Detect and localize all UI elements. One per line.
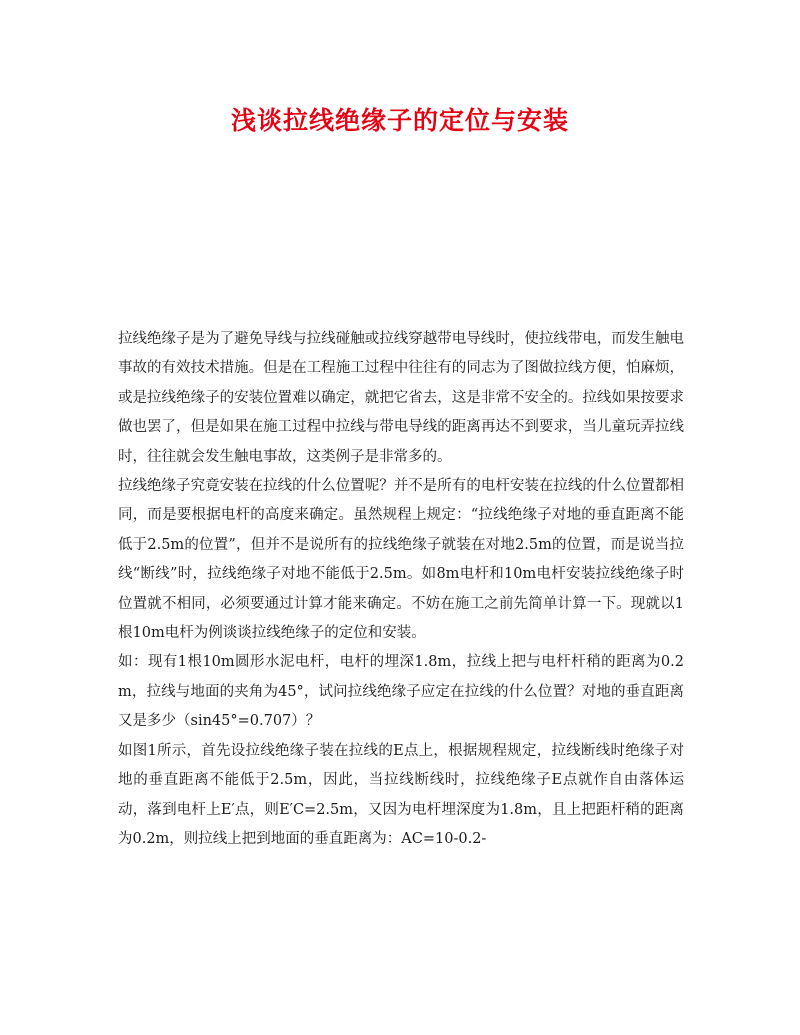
paragraph-example: 如：现有1根10m圆形水泥电杆，电杆的埋深1.8m，拉线上把与电杆杆稍的距离为0.2m，拉线与地面的夹角为45°，试问拉线绝缘子应定在拉线的什么位置？对地的垂直距离又是多少（sin45°=0.707）？	[118, 654, 684, 730]
paragraph-calculation: 如图1所示，首先设拉线绝缘子装在拉线的E点上，根据规程规定，拉线断线时绝缘子对地的垂直距离不能低于2.5m，因此，当拉线断线时，拉线绝缘子E点就作自由落体运动，落到电杆上E′点，则E′C=2.5m，又因为电杆埋深度为1.8m，且上把距杆稍的距离为0.2m，则拉线上把到地面的垂直距离为：AC=10-0.2-	[118, 742, 684, 847]
paragraph-intro: 拉线绝缘子是为了避免导线与拉线碰触或拉线穿越带电导线时，使拉线带电，而发生触电事故的有效技术措施。但是在工程施工过程中往往有的同志为了图做拉线方便，怕麻烦，或是拉线绝缘子的安装位置难以确定，就把它省去，这是非常不安全的。拉线如果按要求做也罢了，但是如果在施工过程中拉线与带电导线的距离再达不到要求，当儿童玩弄拉线时，往往就会发生触电事故，这类例子是非常多的。	[118, 331, 684, 465]
document-body	[118, 325, 684, 854]
paragraph-position: 拉线绝缘子究竟安装在拉线的什么位置呢？并不是所有的电杆安装在拉线的什么位置都相同，而是要根据电杆的高度来确定。虽然规程上规定：“拉线绝缘子对地的垂直距离不能低于2.5m的位置”，但并不是说所有的拉线绝缘子就装在对地2.5m的位置，而是说当拉线“断线”时，拉线绝缘子对地不能低于2.5m。如8m电杆和10m电杆安装拉线绝缘子时位置就不相同，必须要通过计算才能来确定。不妨在施工之前先简单计算一下。现就以1根10m电杆为例谈谈拉线绝缘子的定位和安装。	[118, 478, 684, 642]
document-title: 浅谈拉线绝缘子的定位与安装	[230, 106, 569, 135]
